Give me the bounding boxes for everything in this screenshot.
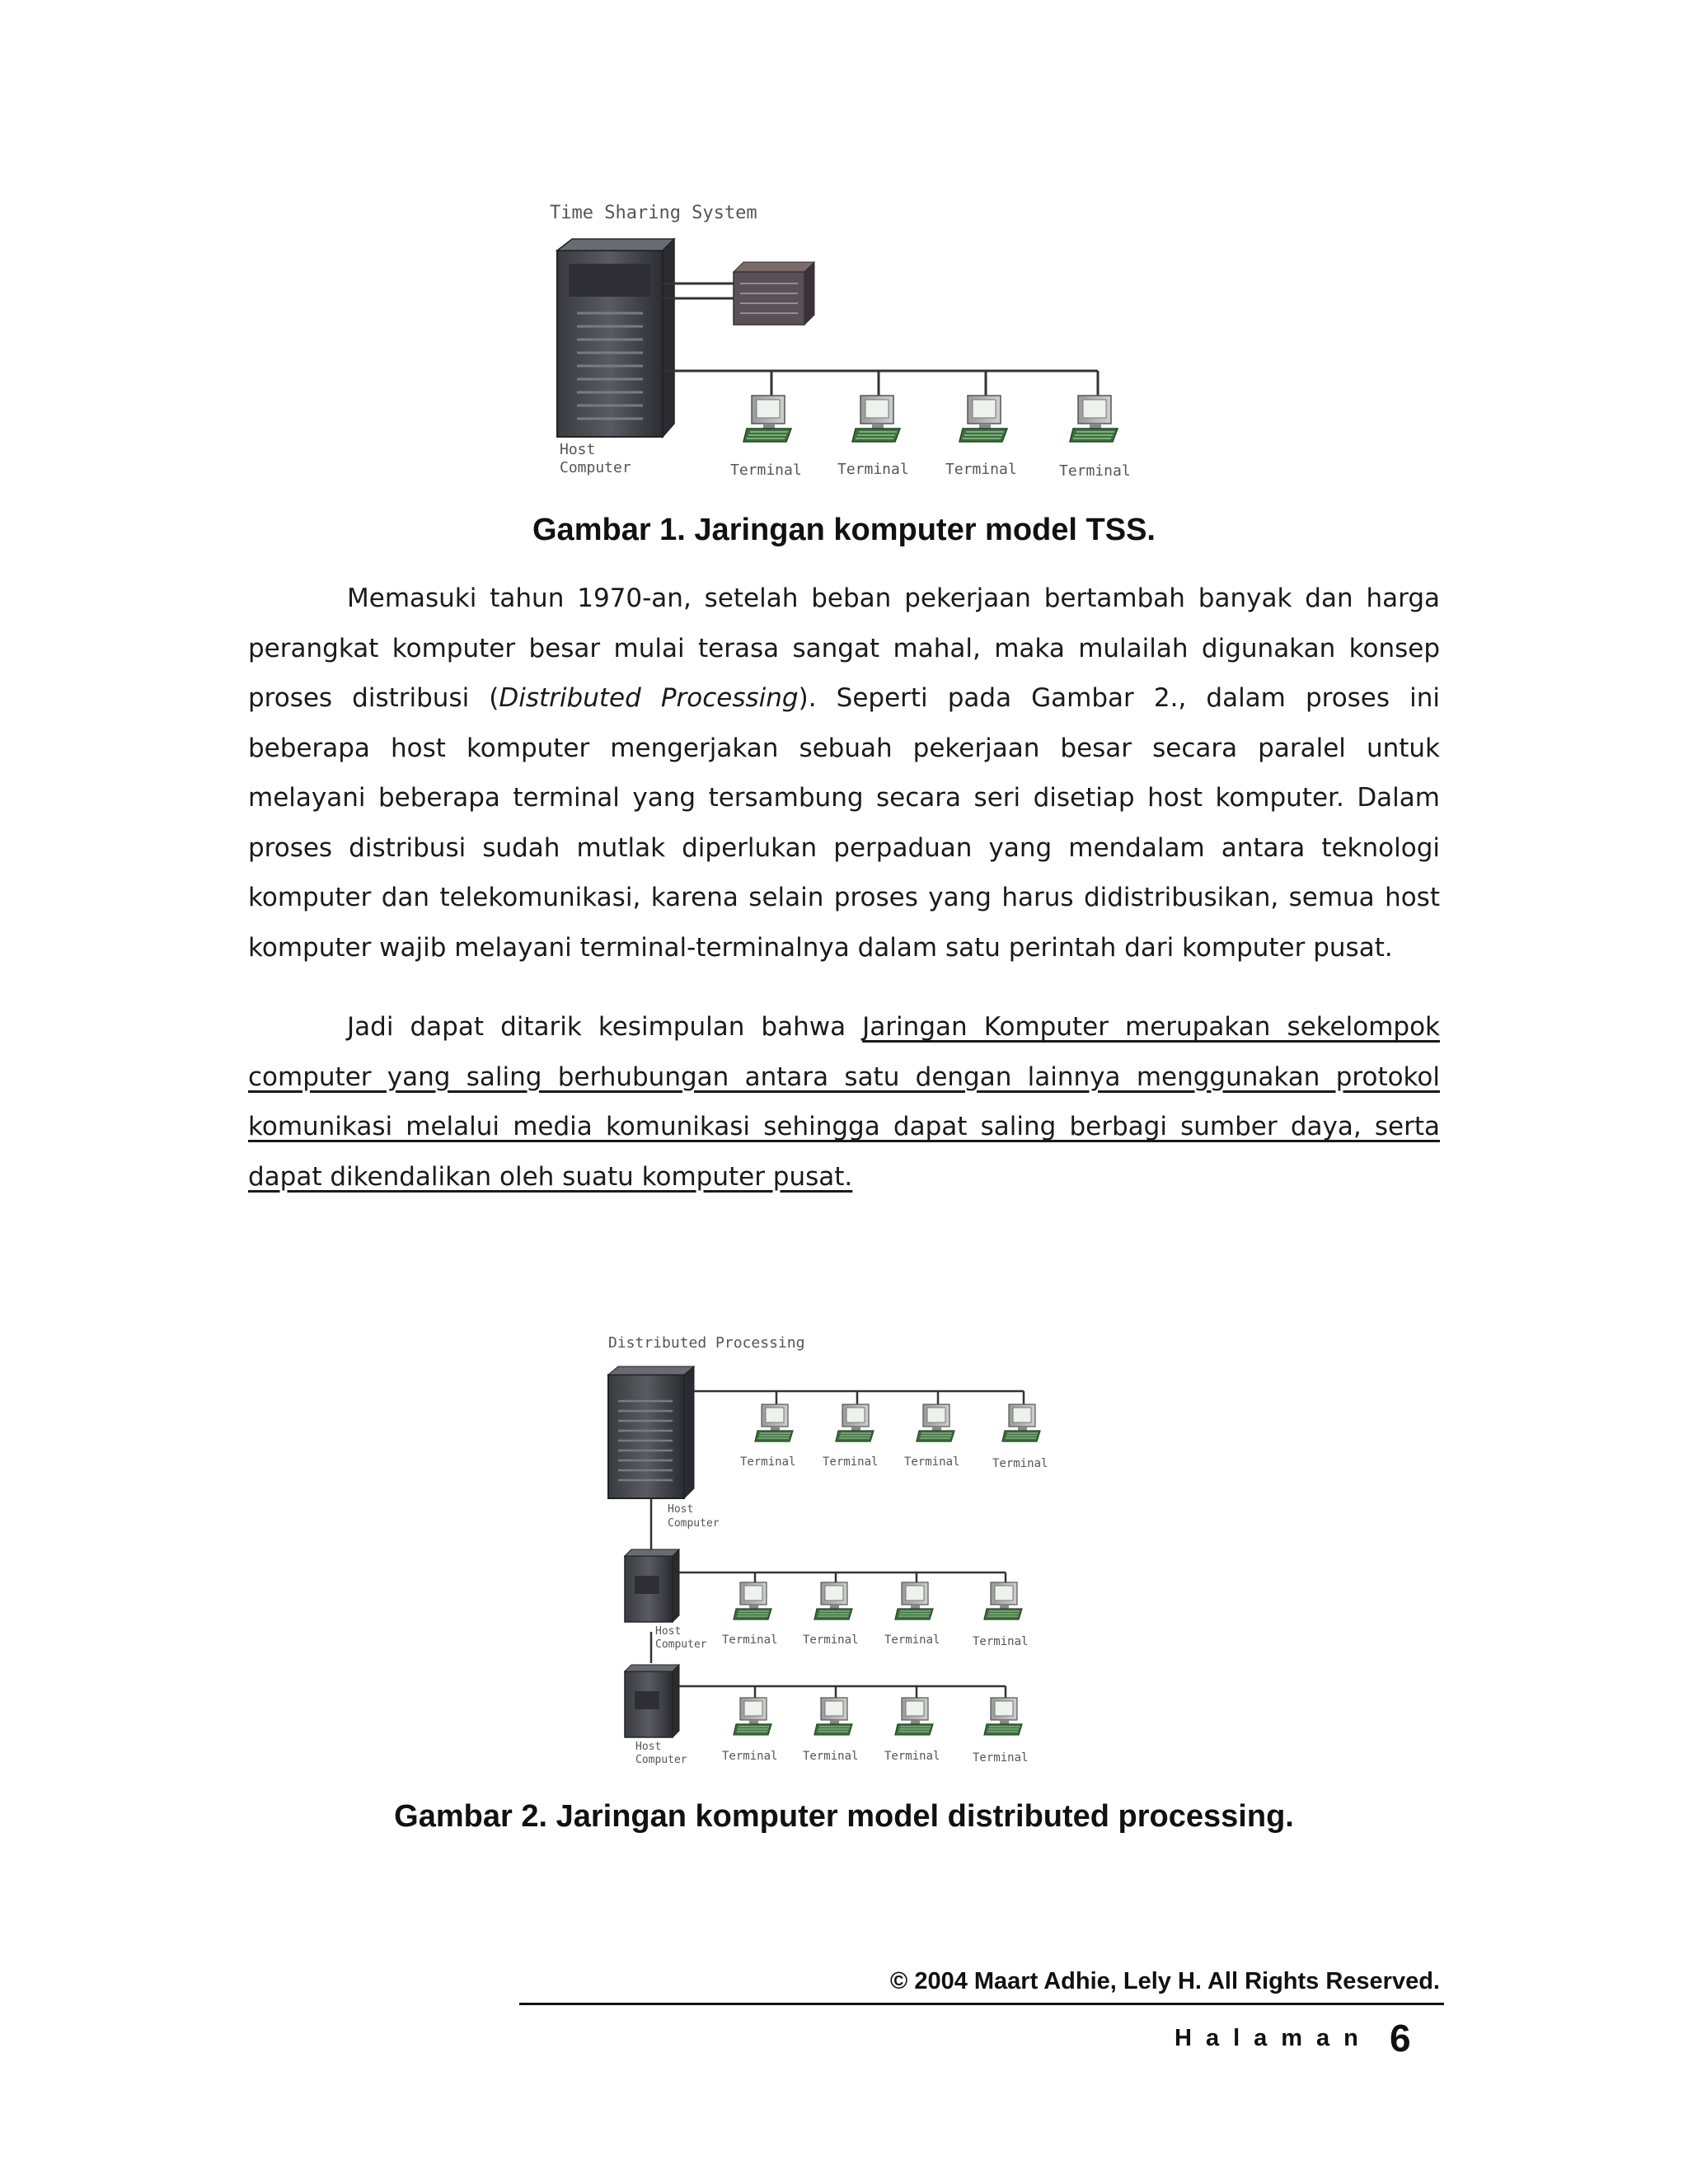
paragraph2-lead: Jadi dapat ditarik kesimpulan bahwa bbox=[347, 1012, 863, 1042]
paragraph1-text-b: ). Seperti pada Gambar 2., dalam proses ini beberapa host komputer mengerjakan sebuah pekerjaan besar secara paralel untuk melayani beberapa terminal yang tersambung secara seri disetiap host komputer. Dalam proses distribusi sudah mutlak diperlukan perpaduan yang mendalam antara teknologi komputer dan telekomunikasi, karena selain proses yang harus didistribusikan, semua host komputer wajib melayani terminal-terminalnya dalam satu perintah dari komputer pusat. bbox=[248, 683, 1440, 963]
copyright-notice: © 2004 Maart Adhie, Lely H. All Rights Reserved. bbox=[889, 1968, 1440, 1994]
figure1-terminal-label: Terminal bbox=[945, 461, 1017, 478]
terminal-icon bbox=[895, 1582, 933, 1619]
terminal-icon bbox=[917, 1404, 954, 1441]
figure1-terminal-label: Terminal bbox=[1059, 462, 1131, 480]
terminal-icon bbox=[836, 1404, 874, 1441]
figure2-host-label-1: Host bbox=[635, 1741, 662, 1753]
host-computer-icon bbox=[625, 1549, 679, 1622]
figure2-terminal-label: Terminal bbox=[722, 1750, 778, 1763]
figure2-host-label-2: Computer bbox=[668, 1517, 720, 1530]
page-label: Halaman bbox=[1175, 2025, 1372, 2051]
terminal-icon bbox=[814, 1698, 852, 1735]
figure2-host-label-1: Host bbox=[655, 1625, 682, 1638]
host-computer-icon bbox=[625, 1665, 679, 1737]
figure2-title: Distributed Processing bbox=[608, 1334, 805, 1352]
figure2-terminal-label: Terminal bbox=[904, 1455, 960, 1469]
figure2-terminal-label: Terminal bbox=[973, 1751, 1029, 1765]
terminal-icon bbox=[984, 1698, 1022, 1735]
figure2-terminal-label: Terminal bbox=[973, 1635, 1029, 1648]
figure1-caption: Gambar 1. Jaringan komputer model TSS. bbox=[532, 513, 1156, 547]
figure1-title: Time Sharing System bbox=[550, 203, 757, 223]
figure2-terminal-label: Terminal bbox=[722, 1633, 778, 1647]
paragraph1-text-a: Memasuki tahun 1970-an, setelah beban pekerjaan bertambah banyak dan harga perangkat komputer besar mulai terasa sangat mahal, maka mulailah digunakan konsep proses distribusi ( bbox=[248, 583, 1440, 713]
paragraph1-italic-term: Distributed Processing bbox=[499, 683, 799, 713]
figure1-host-label-1: Host bbox=[560, 441, 596, 458]
figure2-terminal-label: Terminal bbox=[803, 1750, 859, 1763]
figure2-host-label-2: Computer bbox=[635, 1754, 687, 1766]
figure1-host-label-2: Computer bbox=[560, 459, 631, 476]
paragraph2-definition: Jaringan Komputer merupakan sekelompok computer yang saling berhubungan antara satu dengan lainnya menggunakan protokol komunikasi melalui media komunikasi sehingga dapat saling berbagi sumber daya, serta dapat dikendalikan oleh suatu komputer pusat. bbox=[248, 1012, 1440, 1192]
terminal-icon bbox=[984, 1582, 1022, 1619]
figure2-terminal-label: Terminal bbox=[884, 1750, 940, 1763]
terminal-icon bbox=[755, 1404, 793, 1441]
footer-divider bbox=[519, 2003, 1444, 2005]
figure2-terminal-label: Terminal bbox=[740, 1455, 796, 1469]
figure2-host-label-2: Computer bbox=[655, 1638, 707, 1651]
figure1-terminal-label: Terminal bbox=[837, 461, 909, 478]
terminal-icon bbox=[734, 1582, 771, 1619]
figure2-host-label-1: Host bbox=[668, 1503, 694, 1516]
figure2-terminal-label: Terminal bbox=[803, 1633, 859, 1647]
figure1-terminal-label: Terminal bbox=[730, 462, 802, 479]
terminal-icon bbox=[895, 1698, 933, 1735]
terminal-icon bbox=[814, 1582, 852, 1619]
figure2-caption: Gambar 2. Jaringan komputer model distributed processing. bbox=[394, 1799, 1294, 1834]
page-number: 6 bbox=[1390, 2017, 1411, 2060]
terminal-icon bbox=[1002, 1404, 1040, 1441]
figure2-terminal-label: Terminal bbox=[823, 1455, 879, 1469]
figure2-terminal-label: Terminal bbox=[884, 1633, 940, 1647]
figure2-terminal-label: Terminal bbox=[992, 1457, 1048, 1470]
terminal-icon bbox=[734, 1698, 771, 1735]
main-host-computer-icon bbox=[608, 1366, 694, 1498]
